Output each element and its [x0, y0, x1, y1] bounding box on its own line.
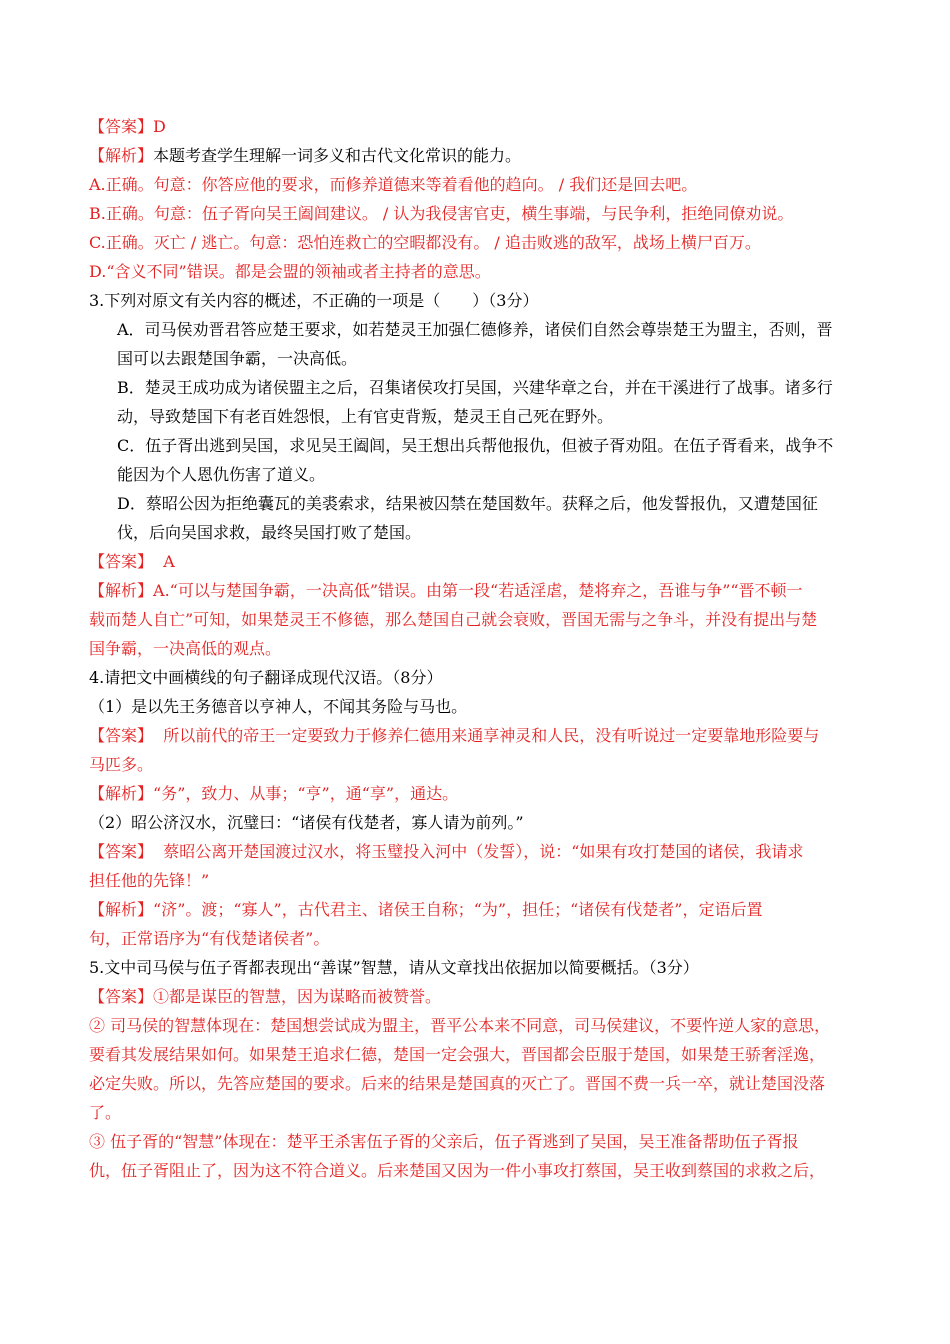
answer-text: 蔡昭公离开楚国渡过汉水，将玉璧投入河中（发誓），说：“如果有攻打楚国的诸侯，我请求 [163, 842, 804, 861]
q2-item-d: D.“含义不同”错误。都是会盟的领袖或者主持者的意思。 [89, 262, 491, 281]
q5-p2-line1: ② 司马侯的智慧体现在：楚国想尝试成为盟主，晋平公本来不同意，司马侯建议，不要忤逆人家的意思， [89, 1016, 831, 1035]
analysis-tag: 【解析】 [89, 784, 154, 803]
analysis-text: “务”，致力、从事；“亨”，通“享”，通达。 [153, 784, 459, 803]
q2-analysis [89, 141, 863, 170]
q3-answer [89, 547, 863, 576]
analysis-tag: 【解析】 [89, 581, 154, 600]
answer-tag: 【答案】 [89, 987, 154, 1006]
q5-p2-line4: 了。 [89, 1103, 122, 1122]
q3-option-b-line1: B．楚灵王成功成为诸侯盟主之后，召集诸侯攻打吴国，兴建华章之台，并在干溪进行了战事。诸多行 [117, 378, 833, 397]
q3-analysis-line3: 国争霸，一决高低的观点。 [89, 639, 282, 658]
analysis-tag: 【解析】 [89, 900, 154, 919]
q4-sentence-1: （1）是以先王务德音以亨神人，不闻其务险与马也。 [89, 697, 468, 716]
q2-item-c: C.正确。灭亡 / 逃亡。句意：恐怕连救亡的空暇都没有。 / 追击败逃的敌军，战场上横尸百万。 [89, 233, 761, 252]
analysis-text: “济”。渡；“寡人”，古代君主、诸侯王自称；“为”，担任；“诸侯有伐楚者”，定语后置 [153, 900, 763, 919]
q3-analysis-line2: 载而楚人自亡”可知，如果楚灵王不修德，那么楚国自己就会衰败，晋国无需与之争斗，并没有提出与楚 [89, 610, 818, 629]
answer-tag: 【答案】 [89, 726, 154, 745]
answer-tag: 【答案】 [89, 842, 154, 861]
q4-sentence-2: （2）昭公济汉水，沉璧曰：“诸侯有伐楚者，寡人请为前列。” [89, 813, 524, 832]
q3-analysis-line1 [89, 576, 863, 605]
q4-question: 4.请把文中画横线的句子翻译成现代汉语。（8分） [89, 668, 443, 687]
q4-s1-answer-line1 [89, 721, 863, 750]
answer-text: 所以前代的帝王一定要致力于修养仁德用来通享神灵和人民，没有听说过一定要靠地形险要与 [163, 726, 820, 745]
q5-p3-line1: ③ 伍子胥的“智慧”体现在：楚平王杀害伍子胥的父亲后，伍子胥逃到了吴国，吴王准备帮助伍子胥报 [89, 1132, 799, 1151]
q4-s2-answer-line2: 担任他的先锋！” [89, 871, 210, 890]
analysis-tag: 【解析】 [89, 146, 154, 165]
q2-answer [89, 112, 863, 141]
answer-tag: 【答案】 [89, 552, 154, 571]
q3-option-d-line2: 伐，后向吴国求救，最终吴国打败了楚国。 [117, 523, 422, 542]
answer-value: D [153, 117, 166, 136]
document-content [89, 112, 863, 1185]
q3-option-c-line1: C．伍子胥出逃到吴国，求见吴王阖闾，吴王想出兵帮他报仇，但被子胥劝阻。在伍子胥看来，战争不 [117, 436, 834, 455]
q5-p2-line3: 必定失败。所以，先答应楚国的要求。后来的结果是楚国真的灭亡了。晋国不费一兵一卒，就让楚国没落 [89, 1074, 826, 1093]
q3-option-b-line2: 动，导致楚国下有老百姓怨恨，上有官吏背叛，楚灵王自己死在野外。 [117, 407, 614, 426]
q5-question: 5.文中司马侯与伍子胥都表现出“善谋”智慧，请从文章找出依据加以简要概括。（3分） [89, 958, 699, 977]
q4-s2-analysis-line2: 句，正常语序为“有伐楚诸侯者”。 [89, 929, 330, 948]
q2-item-a: A.正确。句意：你答应他的要求，而修养道德来等着看他的趋向。 / 我们还是回去吧。 [89, 175, 698, 194]
q5-answer-line1 [89, 982, 863, 1011]
q5-p3-line2: 仇，伍子胥阻止了，因为这不符合道义。后来楚国又因为一件小事攻打蔡国，吴王收到蔡国的求救之后， [89, 1161, 826, 1180]
answer-value: A [163, 552, 175, 571]
analysis-text: A.“可以与楚国争霸，一决高低”错误。由第一段“若适淫虐，楚将弃之，吾谁与争”“晋不顿一 [153, 581, 803, 600]
answer-tag: 【答案】 [89, 117, 154, 136]
q4-s1-analysis [89, 779, 863, 808]
q4-s2-answer-line1 [89, 837, 863, 866]
q4-s1-answer-line2: 马匹多。 [89, 755, 154, 774]
q5-p2-line2: 要看其发展结果如何。如果楚王追求仁德，楚国一定会强大，晋国都会臣服于楚国，如果楚王骄奢淫逸， [89, 1045, 826, 1064]
q3-option-a-line1: A．司马侯劝晋君答应楚王要求，如若楚灵王加强仁德修养，诸侯们自然会尊崇楚王为盟主，否则，晋 [117, 320, 833, 339]
analysis-text: 本题考查学生理解一词多义和古代文化常识的能力。 [153, 146, 522, 165]
q2-item-b: B.正确。句意：伍子胥向吴王阖闾建议。 / 认为我侵害官吏，横生事端，与民争利，拒绝同僚劝说。 [89, 204, 794, 223]
q3-option-c-line2: 能因为个人恩仇伤害了道义。 [117, 465, 326, 484]
q3-question: 3.下列对原文有关内容的概述，不正确的一项是（ ）（3分） [89, 291, 539, 310]
q3-option-a-line2: 国可以去跟楚国争霸，一决高低。 [117, 349, 358, 368]
answer-text: ①都是谋臣的智慧，因为谋略而被赞誉。 [153, 987, 442, 1006]
q4-s2-analysis-line1 [89, 895, 863, 924]
q3-option-d-line1: D．蔡昭公因为拒绝囊瓦的美裘索求，结果被囚禁在楚国数年。获释之后，他发誓报仇，又遭楚国征 [117, 494, 818, 513]
